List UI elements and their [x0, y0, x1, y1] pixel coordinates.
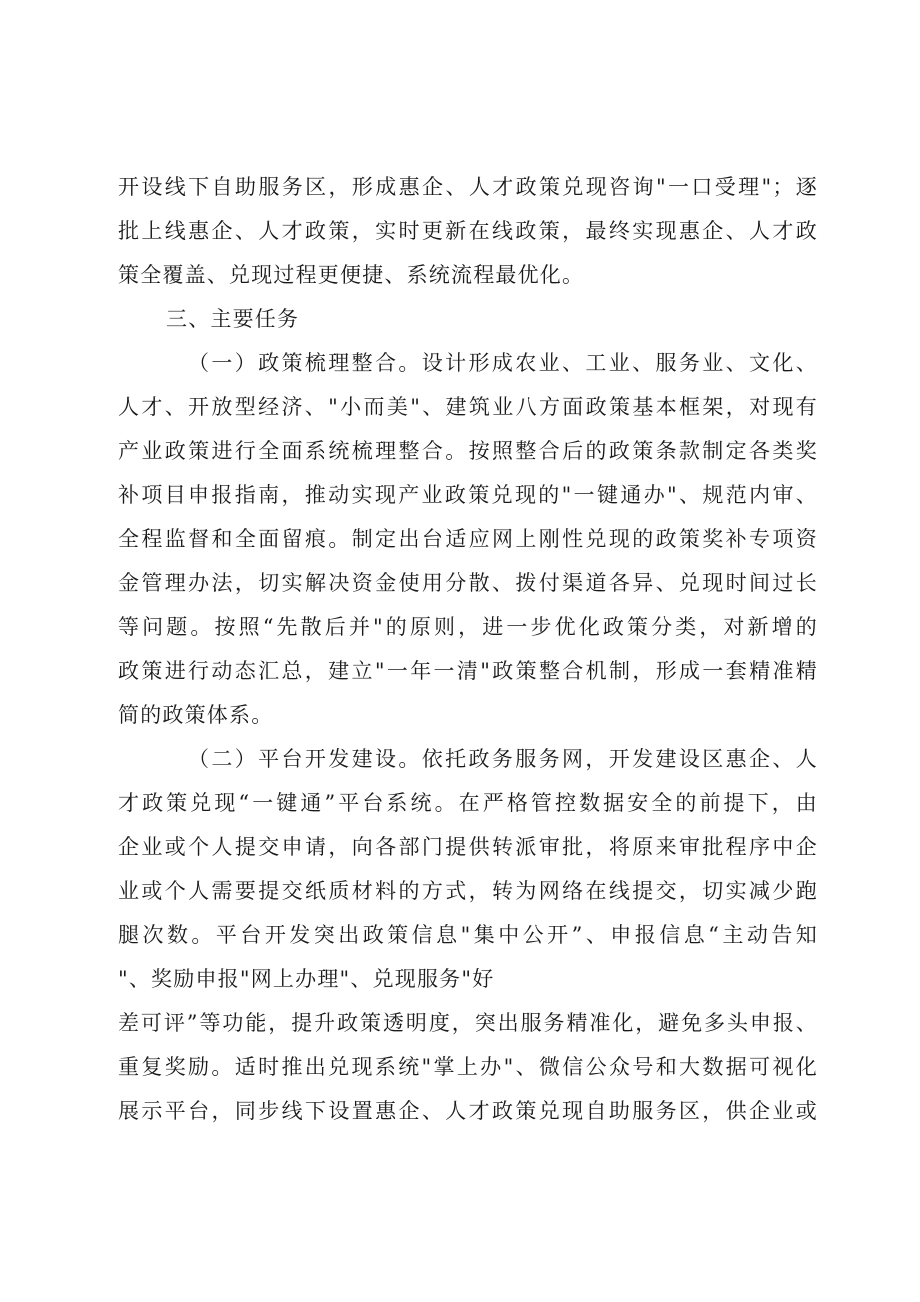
paragraph-line: （二）平台开发建设。依托政务服务网，开发建设区惠企、人: [188, 747, 818, 771]
paragraph-line: 业或个人需要提交纸质材料的方式，转为网络在线提交，切实减少跑: [118, 879, 818, 903]
paragraph-line: 开设线下自助服务区，形成惠企、人才政策兑现咨询"一口受理"；逐: [118, 175, 818, 199]
paragraph-line: 才政策兑现“一键通”平台系统。在严格管控数据安全的前提下，由: [118, 791, 818, 815]
paragraph-line: 企业或个人提交申请，向各部门提供转派审批，将原来审批程序中企: [118, 835, 818, 859]
paragraph-line: 展示平台，同步线下设置惠企、人才政策兑现自助服务区，供企业或: [118, 1099, 818, 1123]
paragraph-line: 补项目申报指南，推动实现产业政策兑现的"一键通办"、规范内审、: [118, 483, 818, 507]
paragraph-line: （一）政策梳理整合。设计形成农业、工业、服务业、文化、: [188, 351, 818, 375]
paragraph-line: 腿次数。平台开发突出政策信息"集中公开”、申报信息“主动告知: [118, 923, 818, 947]
paragraph-line: "、奖励申报"网上办理"、兑现服务"好: [118, 967, 495, 991]
paragraph-line: 金管理办法，切实解决资金使用分散、拨付渠道各异、兑现时间过长: [118, 571, 818, 595]
paragraph-line: 策全覆盖、兑现过程更便捷、系统流程最优化。: [118, 263, 585, 287]
paragraph-line: 重复奖励。适时推出兑现系统"掌上办"、微信公众号和大数据可视化: [118, 1055, 818, 1079]
paragraph-line: 批上线惠企、人才政策，实时更新在线政策，最终实现惠企、人才政: [118, 219, 818, 243]
paragraph-line: 简的政策体系。: [118, 703, 274, 727]
paragraph-line: 全程监督和全面留痕。制定出台适应网上刚性兑现的政策奖补专项资: [118, 527, 818, 551]
paragraph-line: 差可评”等功能，提升政策透明度，突出服务精准化，避免多头申报、: [118, 1011, 818, 1035]
paragraph-line: 等问题。按照“先散后并"的原则，进一步优化政策分类，对新增的: [118, 615, 818, 639]
paragraph-line: 政策进行动态汇总，建立"一年一清"政策整合机制，形成一套精准精: [118, 659, 818, 683]
section-heading: 三、主要任务: [166, 307, 300, 331]
paragraph-line: 产业政策进行全面系统梳理整合。按照整合后的政策条款制定各类奖: [118, 439, 818, 463]
paragraph-line: 人才、开放型经济、"小而美"、建筑业八方面政策基本框架，对现有: [118, 395, 818, 419]
